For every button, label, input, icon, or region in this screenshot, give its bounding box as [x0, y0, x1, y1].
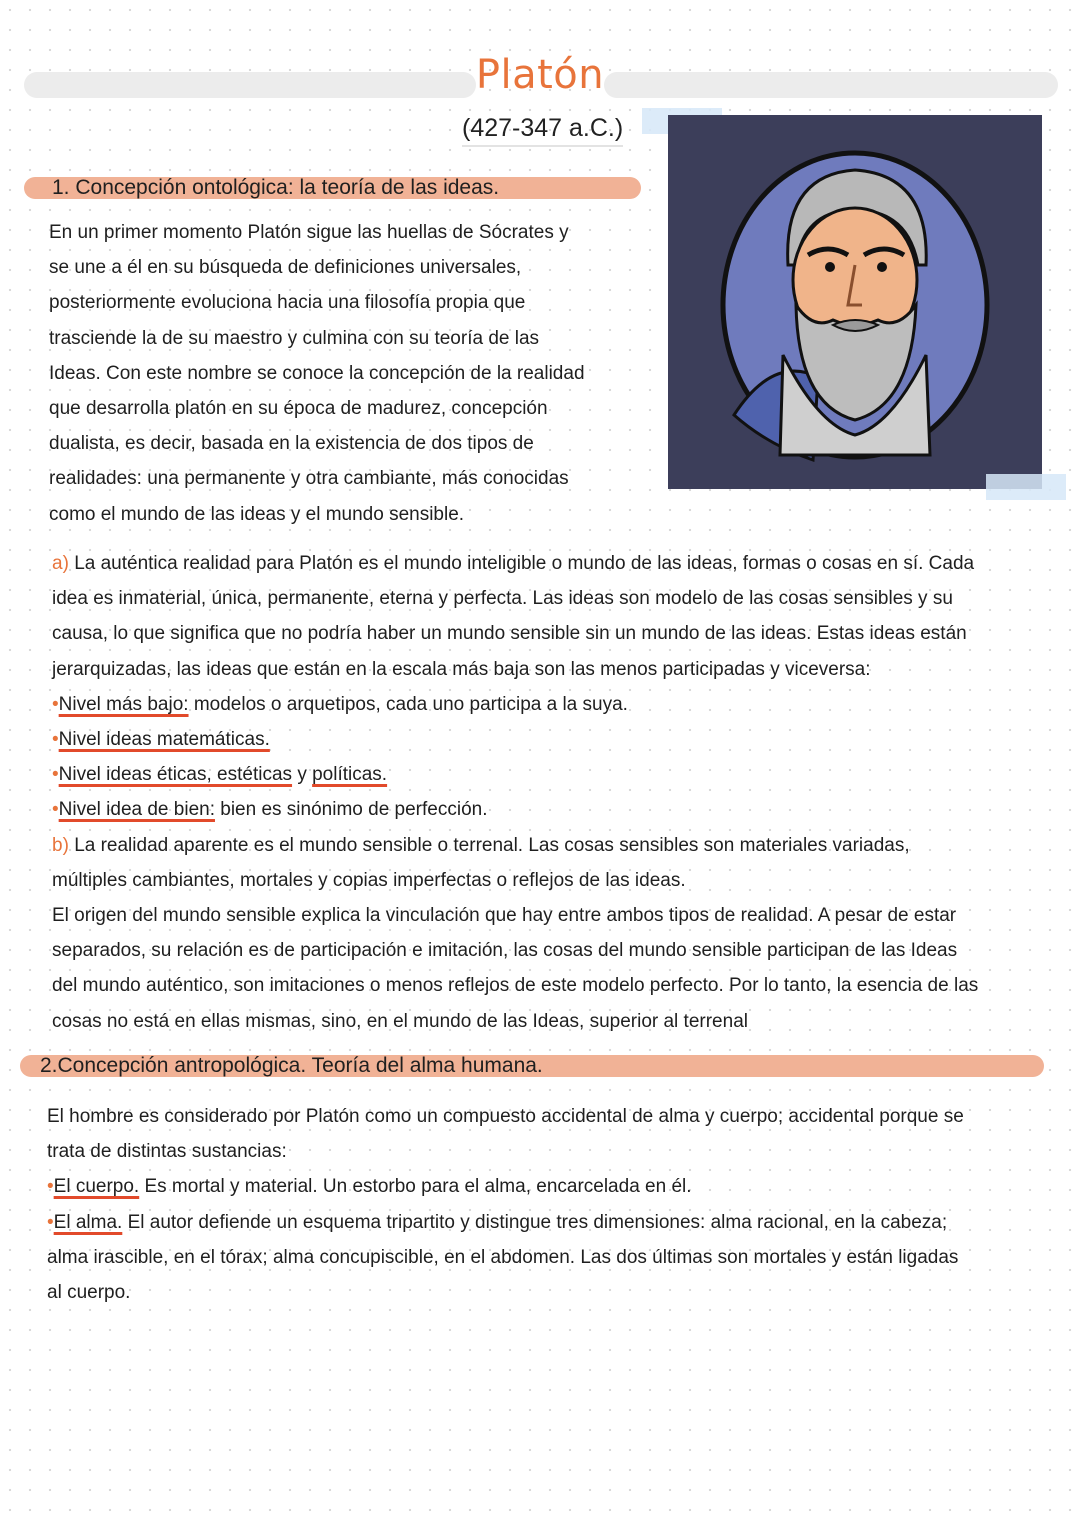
intro-line: se une a él en su búsqueda de definiciones universales, — [49, 257, 522, 279]
level-label: Nivel idea de bien: — [58, 799, 215, 821]
bullet-icon: • — [52, 799, 59, 821]
intro-line: Ideas. Con este nombre se conoce la concepción de la realidad — [49, 362, 585, 384]
title-bar-left — [24, 72, 476, 98]
alma-line: al cuerpo. — [47, 1282, 131, 1304]
point-a-marker: a) — [52, 553, 69, 574]
alma-label: El alma. — [53, 1211, 123, 1233]
bullet-icon: • — [52, 729, 59, 751]
point-a-text: La auténtica realidad para Platón es el mundo inteligible o mundo de las ideas, formas o cosas en sí. Cada — [74, 553, 975, 574]
level-label-2: políticas. — [312, 764, 388, 786]
point-b-first-line — [52, 828, 978, 863]
point-b-marker: b) — [52, 834, 69, 856]
intro-line: posteriormente evoluciona hacia una filosofía propia que — [49, 292, 526, 314]
alma-line: alma irascible, en el tórax; alma concupiscible, en el abdomen. Las dos últimas son mortales y están ligadas — [47, 1246, 959, 1268]
section2-heading: 2.Concepción antropológica. Teoría del alma humana. — [40, 1054, 543, 1077]
bullet-icon: • — [52, 764, 59, 786]
alma-text: El autor defiende un esquema tripartito y distingue tres dimensiones: alma racional, en la cabeza; — [122, 1211, 948, 1233]
point-b-line: separados, su relación es de participación e imitación, las cosas del mundo sensible participan de las Ideas — [52, 940, 958, 962]
section2-intro-line: trata de distintas sustancias: — [47, 1141, 287, 1163]
tape-bottom — [986, 474, 1066, 500]
point-a-line: idea es inmaterial, única, permanente, eterna y perfecta. Las ideas son modelo de las cosas sensibles y su — [52, 588, 953, 610]
level-item — [52, 757, 978, 792]
level-label: Nivel ideas matemáticas. — [58, 729, 270, 751]
point-b-line: cosas no está en ellas mismas, sino, en el mundo de las Ideas, superior al terrenal — [52, 1010, 748, 1032]
section1-body — [52, 546, 978, 1039]
level-item — [52, 687, 978, 722]
section1-heading: 1. Concepción ontológica: la teoría de las ideas. — [52, 176, 500, 199]
level-label: Nivel ideas éticas, estéticas — [58, 764, 293, 786]
bullet-icon: • — [47, 1176, 54, 1198]
section2-body — [47, 1099, 964, 1310]
section2-intro-line: El hombre es considerado por Platón como un compuesto accidental de alma y cuerpo; accidental porque se — [47, 1106, 964, 1127]
level-text: modelos o arquetipos, cada uno participa a la suya. — [188, 693, 628, 715]
alma-item — [47, 1205, 964, 1240]
point-a-line: jerarquizadas, las ideas que están en la escala más baja son las menos participadas y viceversa: — [52, 658, 871, 680]
point-b-line: múltiples cambiantes, mortales y copias imperfectas o reflejos de las ideas. — [52, 869, 686, 891]
level-item — [52, 792, 978, 827]
plato-portrait-icon — [668, 115, 1042, 489]
point-b-line: El origen del mundo sensible explica la vinculación que hay entre ambos tipos de realidad. A pesar de estar — [52, 905, 957, 927]
cuerpo-text: Es mortal y material. Un estorbo para el alma, encarcelada en él. — [139, 1176, 692, 1198]
level-label: Nivel más bajo: — [58, 693, 189, 715]
level-joiner: y — [292, 764, 313, 786]
cuerpo-item — [47, 1169, 964, 1204]
level-item — [52, 722, 978, 757]
cuerpo-label: El cuerpo. — [53, 1176, 140, 1198]
point-b-text: La realidad aparente es el mundo sensible o terrenal. Las cosas sensibles son materiales variadas, — [74, 834, 910, 856]
title-bar-right — [604, 72, 1058, 98]
point-b-line: del mundo auténtico, son imitaciones o menos reflejos de este modelo perfecto. Por lo tanto, la esencia de las — [52, 975, 979, 997]
life-dates: (427-347 a.C.) — [462, 114, 623, 147]
point-a-line: causa, lo que significa que no podría haber un mundo sensible sin un mundo de las ideas. Estas ideas están — [52, 623, 967, 645]
portrait-frame — [668, 115, 1042, 489]
intro-line: como el mundo de las ideas y el mundo sensible. — [49, 503, 465, 525]
intro-line: realidades: una permanente y otra cambiante, más conocidas — [49, 468, 569, 490]
intro-line: En un primer momento Platón sigue las huellas de Sócrates y — [49, 222, 569, 243]
point-a-first-line — [52, 546, 978, 581]
intro-line: trasciende la de su maestro y culmina con su teoría de las — [49, 327, 540, 349]
bullet-icon: • — [52, 693, 59, 715]
section1-intro — [49, 215, 585, 532]
page-title: Platón — [475, 52, 605, 98]
level-text: bien es sinónimo de perfección. — [214, 799, 488, 821]
intro-line: que desarrolla platón en su época de madurez, concepción — [49, 398, 548, 420]
bullet-icon: • — [47, 1211, 54, 1233]
intro-line: dualista, es decir, basada en la existencia de dos tipos de — [49, 433, 534, 455]
